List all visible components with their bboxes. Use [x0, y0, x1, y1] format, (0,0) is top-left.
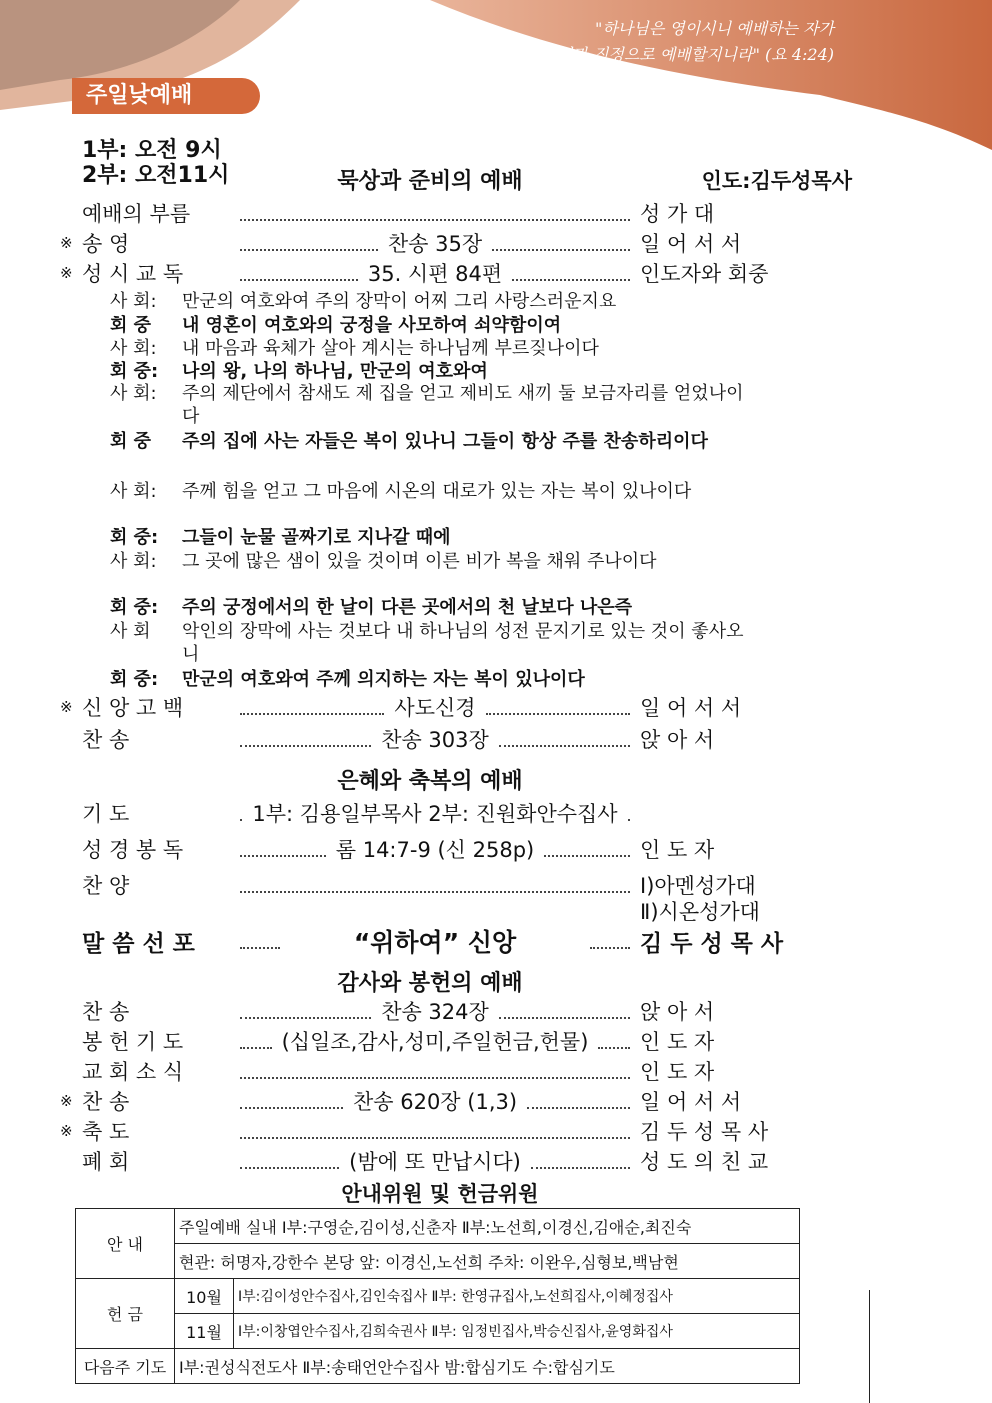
dot-leader: [240, 731, 371, 747]
order-row: [60, 228, 806, 258]
order-row: [60, 1026, 806, 1056]
speaker: 사 회:: [110, 481, 157, 502]
offering-label: 헌 금: [76, 1279, 175, 1349]
order-label: 교 회 소 식: [82, 1060, 184, 1084]
dot-leader: [240, 1063, 630, 1079]
reading-text: 주의 궁정에서의 한 날이 다른 곳에서의 천 날보다 나은즉: [182, 597, 633, 618]
order-right: 앉 아 서: [640, 1000, 715, 1024]
next-prayer-label: 다음주 기도: [76, 1349, 175, 1384]
order-label: 찬 송: [82, 1000, 130, 1024]
order-right: 인 도 자: [640, 838, 715, 862]
speaker: 회 중:: [110, 669, 159, 690]
dot-leader: [240, 1123, 630, 1139]
divider-line: [869, 1290, 870, 1403]
order-right: 성 가 대: [640, 202, 715, 226]
choir-2-row: [60, 896, 806, 926]
reading-text: 그 곳에 많은 샘이 있을 것이며 이른 비가 복을 채워 주나이다: [182, 551, 657, 572]
speaker: 사 회:: [110, 383, 157, 404]
order-label: 성 시 교 독: [82, 262, 184, 286]
order-row: [60, 198, 806, 228]
quote-line-2: 신령과 진정으로 예배할지니라" (요 4:24): [541, 45, 834, 64]
dot-leader: [512, 265, 630, 281]
quote-line-1: "하나님은 영이시니 예배하는 자가: [594, 19, 834, 38]
scripture-quote: [494, 16, 834, 68]
order-mid: (밤에 또 만납시다): [349, 1150, 521, 1174]
order-row: [60, 1086, 806, 1116]
reading-text: 악인의 장막에 사는 것보다 내 하나님의 성전 문지기로 있는 것이 좋사오니: [182, 621, 744, 665]
speaker: 사 회:: [110, 551, 157, 572]
order-row: [60, 1056, 806, 1086]
dot-leader: [486, 699, 630, 715]
speaker: 사 회: [110, 621, 151, 642]
month-1-text: Ⅰ부:김이성안수집사,김인숙집사 Ⅱ부: 한영규집사,노선희집사,이혜정집사: [234, 1279, 800, 1314]
order-label: 기 도: [82, 802, 130, 826]
dot-leader: [240, 1033, 272, 1049]
dot-leader: [240, 1093, 343, 1109]
order-mid: 1부: 김용일부목사 2부: 진원화안수집사: [252, 802, 618, 826]
order-mid: 찬송 35장: [387, 232, 483, 256]
reading-text: 주의 집에 사는 자들은 복이 있나니 그들이 항상 주를 찬송하리이다: [182, 431, 708, 452]
order-row: [60, 1116, 806, 1146]
order-mid: 찬송 324장: [381, 1000, 489, 1024]
order-right: 앉 아 서: [640, 728, 715, 752]
speaker: 회 중:: [110, 597, 159, 618]
order-row: [60, 798, 806, 828]
order-right: 일 어 서 서: [640, 696, 742, 720]
order-label: 신 앙 고 백: [82, 696, 184, 720]
reading-text: 만군의 여호와여 주의 장막이 어찌 그리 사랑스러운지요: [182, 291, 617, 312]
dot-leader: [240, 205, 630, 221]
dot-leader: [240, 805, 242, 821]
section-prep-title: 묵상과 준비의 예배: [337, 169, 523, 194]
order-label: 폐 회: [82, 1150, 130, 1174]
month-2-text: Ⅰ부:이창엽안수집사,김희숙권사 Ⅱ부: 임정빈집사,박승신집사,윤영화집사: [234, 1314, 800, 1349]
next-prayer-text: Ⅰ부:권성식전도사 Ⅱ부:송태언안수집사 밤:합심기도 수:합심기도: [175, 1349, 800, 1384]
choir-2: Ⅱ)시온성가대: [640, 900, 760, 924]
committee-title: 안내위원 및 헌금위원: [341, 1182, 539, 1206]
order-mark: ※: [60, 234, 73, 252]
order-mark: ※: [60, 1092, 73, 1110]
order-label: 축 도: [82, 1120, 130, 1144]
order-mid: 롬 14:7-9 (신 258p): [335, 838, 535, 862]
order-mark: ※: [60, 698, 73, 716]
order-row: [60, 996, 806, 1026]
worship-leader: 인도:김두성목사: [701, 169, 852, 193]
order-right: 일 어 서 서: [640, 232, 742, 256]
dot-leader: [527, 1093, 630, 1109]
order-label: 송 영: [82, 232, 130, 256]
reading-text: 내 마음과 육체가 살아 계시는 하나님께 부르짖나이다: [182, 338, 599, 359]
dot-leader: [499, 1003, 630, 1019]
order-mid: 사도신경: [394, 696, 476, 720]
order-label: 찬 송: [82, 1090, 130, 1114]
order-label: 찬 양: [82, 874, 130, 898]
dot-leader: [240, 877, 630, 893]
sermon-preacher: 김 두 성 목 사: [640, 930, 784, 957]
reading-text: 주께 힘을 얻고 그 마음에 시온의 대로가 있는 자는 복이 있나이다: [182, 481, 692, 502]
order-mid: 찬송 620장 (1,3): [352, 1090, 518, 1114]
dot-leader: [492, 235, 630, 251]
order-mark: ※: [60, 264, 73, 282]
order-row: [60, 724, 806, 754]
reading-text: 주의 제단에서 참새도 제 집을 얻고 제비도 새끼 둘 보금자리를 얻었나이다: [182, 383, 744, 427]
dot-leader: [240, 841, 326, 857]
order-row: [60, 258, 806, 288]
month-2: 11월: [175, 1314, 234, 1349]
order-row: [60, 834, 806, 864]
speaker: 사 회:: [110, 338, 157, 359]
order-mid: 35. 시편 84편: [367, 262, 503, 286]
speaker: 사 회:: [110, 291, 157, 312]
order-mid: (십일조,감사,성미,주일헌금,헌물): [281, 1030, 589, 1054]
order-right: 김 두 성 목 사: [640, 1120, 769, 1144]
order-row: [60, 692, 806, 722]
dot-leader: [544, 841, 630, 857]
order-mark: ※: [60, 1122, 73, 1140]
speaker: 회 중:: [110, 361, 159, 382]
order-label: 봉 헌 기 도: [82, 1030, 184, 1054]
committee-table: [75, 1208, 800, 1384]
reading-text: 만군의 여호와여 주께 의지하는 자는 복이 있나이다: [182, 669, 585, 690]
order-right: 인 도 자: [640, 1030, 715, 1054]
reading-text: 내 영혼이 여호와의 궁정을 사모하여 쇠약함이여: [182, 315, 562, 336]
dot-leader: [531, 1153, 630, 1169]
dot-leader: [499, 731, 630, 747]
order-mid: 찬송 303장: [381, 728, 489, 752]
dot-leader: [598, 1033, 630, 1049]
sermon-label: 말 씀 선 포: [82, 930, 195, 957]
first-service-time: 1부: 오전 9시: [82, 138, 222, 163]
sermon-row: [60, 926, 806, 956]
speaker: 회 중: [110, 431, 152, 452]
reading-text: 나의 왕, 나의 하나님, 만군의 여호와여: [182, 361, 488, 382]
order-right: 인 도 자: [640, 1060, 715, 1084]
dot-leader: [240, 1153, 339, 1169]
section-grace-title: 은혜와 축복의 예배: [337, 769, 523, 794]
guide-row-2: 현관: 허명자,강한수 본당 앞: 이경신,노선희 주차: 이완우,심형보,백남현: [175, 1244, 800, 1279]
guide-label: 안 내: [76, 1209, 175, 1279]
order-row: [60, 1146, 806, 1176]
order-right: 성 도 의 친 교: [640, 1150, 769, 1174]
order-right: 인도자와 회중: [640, 262, 769, 286]
order-right: 일 어 서 서: [640, 1090, 742, 1114]
order-label: 예배의 부름: [82, 202, 191, 226]
section-thanks-title: 감사와 봉헌의 예배: [337, 971, 523, 996]
dot-leader: [240, 1003, 371, 1019]
dot-leader: [240, 265, 358, 281]
second-service-time: 2부: 오전11시: [82, 163, 230, 188]
service-tag: 주일낮예배: [72, 78, 260, 114]
dot-leader: [240, 699, 384, 715]
reading-text: 그들이 눈물 골짜기로 지나갈 때에: [182, 527, 451, 548]
order-label: 찬 송: [82, 728, 130, 752]
order-label: 성 경 봉 독: [82, 838, 184, 862]
speaker: 회 중: [110, 315, 152, 336]
dot-leader: [240, 235, 378, 251]
order-right: Ⅰ)아멘성가대: [640, 874, 756, 898]
month-1: 10월: [175, 1279, 234, 1314]
guide-row-1: 주일예배 실내 Ⅰ부:구영순,김이성,신춘자 Ⅱ부:노선희,이경신,김애순,최진숙: [175, 1209, 800, 1244]
speaker: 회 중:: [110, 527, 159, 548]
dot-leader: [628, 805, 630, 821]
sermon-title: “위하여” 신앙: [353, 928, 517, 957]
